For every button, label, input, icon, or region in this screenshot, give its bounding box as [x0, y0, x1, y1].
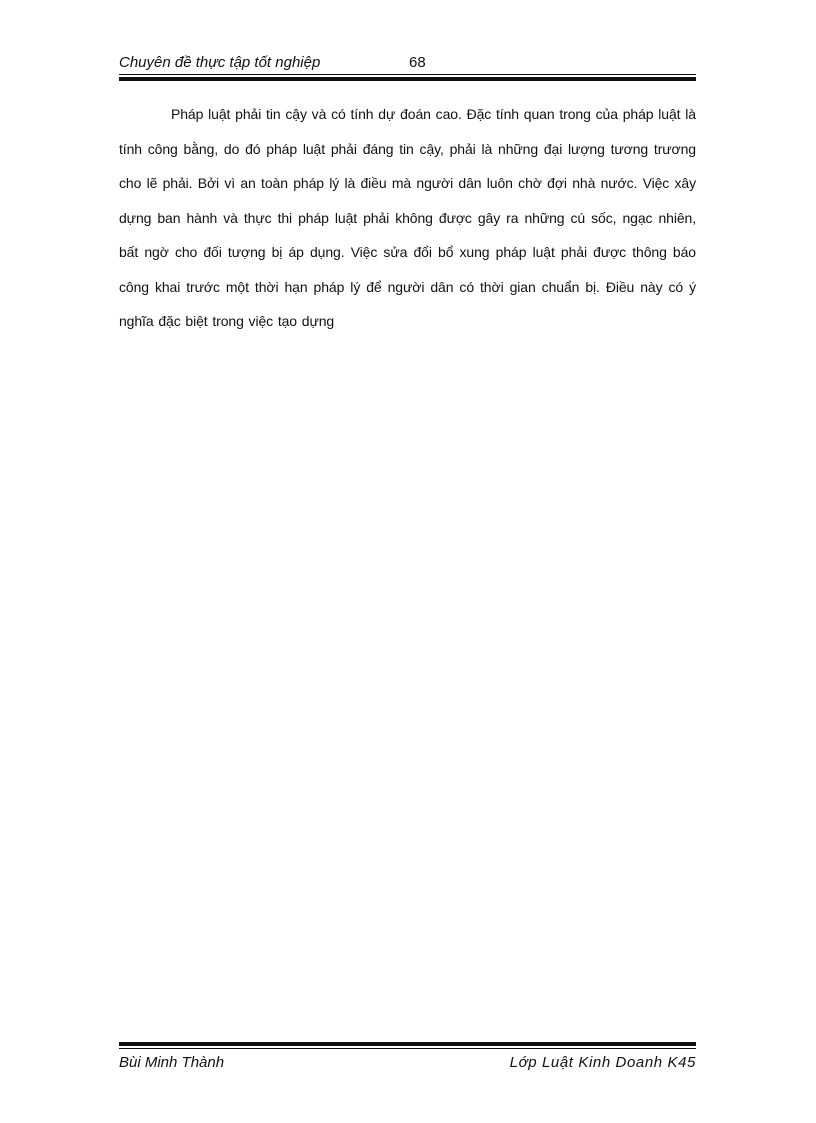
header-title: Chuyên đề thực tập tốt nghiệp: [119, 54, 321, 71]
footer-author: Bùi Minh Thành: [119, 1054, 225, 1071]
footer-rule-thin: [119, 1048, 696, 1049]
footer-rule-thick: [119, 1042, 696, 1046]
body-paragraph: Pháp luật phải tin cậy và có tính dự đoán cao. Đặc tính quan trong của pháp luật là tính công bằng, do đó pháp luật phải đáng tin cậy, phải là những đại lượng tương trương cho lẽ phải. Bởi vì an toàn pháp lý là điều mà người dân luôn chờ đợi nhà nước. Việc xây dựng ban hành và thực thi pháp luật phải không được gây ra những cú sốc, ngạc nhiên, bất ngờ cho đối tượng bị áp dụng. Việc sửa đổi bổ xung pháp luật phải được thông báo công khai trước một thời hạn pháp lý để người dân có thời gian chuẩn bị. Điều này có ý nghĩa đặc biệt trong việc tạo dựng: [119, 106, 696, 329]
page-header: [119, 52, 696, 82]
header-rule-thin: [119, 74, 696, 75]
header-rule-thick: [119, 77, 696, 81]
footer-class-name: Lớp Luật Kinh Doanh K45: [509, 1054, 696, 1071]
page-number: 68: [409, 54, 426, 71]
page-footer: [119, 1042, 696, 1074]
